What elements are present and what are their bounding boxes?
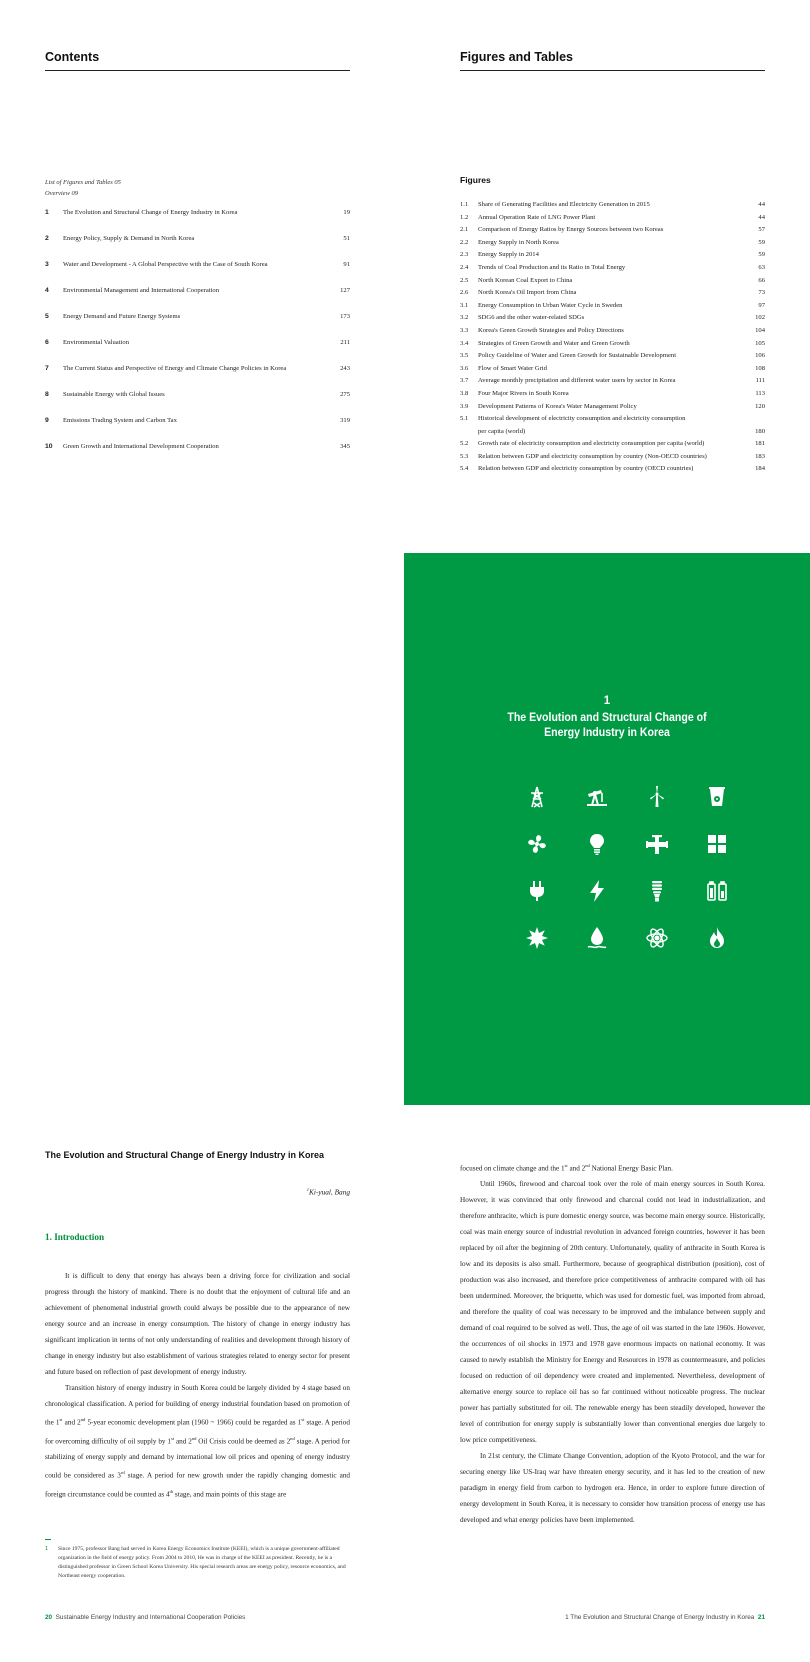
toc-item[interactable] bbox=[45, 417, 350, 443]
figure-list-item[interactable] bbox=[460, 275, 765, 288]
article-title: The Evolution and Structural Change of Energy Industry in Korea bbox=[45, 1150, 325, 1160]
figure-title: Historical development of electricity consumption and electricity consumption bbox=[478, 415, 686, 423]
right-body-text bbox=[460, 1158, 765, 1528]
figure-number: 3.2 bbox=[460, 314, 469, 322]
contents-page bbox=[45, 50, 350, 469]
figure-number: 2.1 bbox=[460, 226, 469, 234]
figure-list-item[interactable] bbox=[460, 287, 765, 300]
figure-page: 44 bbox=[758, 213, 765, 221]
figure-page: 120 bbox=[755, 402, 765, 410]
figure-page: 66 bbox=[758, 276, 765, 284]
figure-title: Development Patterns of Korea's Water Management Policy bbox=[478, 402, 637, 410]
toc-item-title: Water and Development - A Global Perspective with the Case of South Korea bbox=[63, 261, 268, 268]
toc-item-title: Environmental Management and International Cooperation bbox=[63, 287, 220, 294]
figure-list-item[interactable] bbox=[460, 363, 765, 376]
figure-number: 3.6 bbox=[460, 364, 469, 372]
toc-item-number: 4 bbox=[45, 287, 49, 294]
sun-icon bbox=[507, 914, 567, 961]
figure-number: 1.2 bbox=[460, 213, 469, 221]
toc-item-page: 319 bbox=[340, 417, 350, 424]
figure-page: 181 bbox=[755, 440, 765, 448]
figure-number: 2.4 bbox=[460, 263, 469, 271]
figure-list-item[interactable] bbox=[460, 388, 765, 401]
footnote-number: 1 bbox=[45, 1546, 49, 1552]
figure-list-item[interactable] bbox=[460, 237, 765, 250]
figure-title: Growth rate of electricity consumption and electricity consumption per capita (world) bbox=[478, 440, 705, 448]
toc-item[interactable] bbox=[45, 287, 350, 313]
nuclear-plant-icon bbox=[687, 773, 747, 820]
figure-page: 44 bbox=[758, 201, 765, 208]
figure-number: 3.7 bbox=[460, 377, 469, 385]
figure-list-item[interactable] bbox=[460, 249, 765, 262]
article-left-page bbox=[45, 1150, 350, 1502]
figure-title: Flow of Smart Water Grid bbox=[478, 364, 547, 372]
figure-title: Comparison of Energy Ratios by Energy Sources between two Koreas bbox=[478, 226, 664, 234]
figure-list-item[interactable] bbox=[460, 212, 765, 225]
toc-item-page: 19 bbox=[343, 209, 350, 216]
toc-item[interactable] bbox=[45, 261, 350, 287]
figure-page: 108 bbox=[755, 364, 765, 372]
figures-subheading: Figures bbox=[460, 175, 491, 185]
wind-turbine-icon bbox=[627, 773, 687, 820]
footer-right bbox=[565, 1614, 765, 1621]
toc-item[interactable] bbox=[45, 313, 350, 339]
chapter-title-line-1: The Evolution and Structural Change of bbox=[507, 712, 707, 724]
figure-number: 3.1 bbox=[460, 301, 469, 309]
footnote-text: Since 1975, professor Bang had served in Korea Energy Economics Institute (KEEI), which is a unique government-affiliated organization in the field of energy policy. From 2004 to 2010, He was in charge of the KEEI as president. Recently, he is a distinguished professor in Green School Korea University. His special research areas are energy policy, resource economics, and Northeast energy cooperation. bbox=[58, 1546, 346, 1579]
author-line bbox=[45, 1187, 350, 1196]
figure-page: 73 bbox=[758, 289, 765, 297]
figure-list bbox=[460, 199, 765, 476]
toc-item-page: 243 bbox=[340, 365, 350, 372]
toc-item-number: 6 bbox=[45, 339, 49, 346]
figures-tables-page bbox=[460, 50, 765, 476]
toc-item-number: 5 bbox=[45, 313, 49, 320]
figure-number: 3.4 bbox=[460, 339, 469, 347]
left-paragraph-2: Transition history of energy industry in South Korea could be largely divided by 4 stage based on chronological classification. A period for building of energy industrial foundation based on promotion of the 1st and 2nd 5-year economic development plan (1960 ~ 1966) could be regarded as 1st stage. A period for overcoming difficulty of oil supply by 1st and 2nd Oil Crisis could be deemed as 2nd stage. A period for stabilizing of energy supply and demand by international low oil prices and opening of energy industry could be considered as 3rd stage. A period for new growth under the rapidly changing domestic and foreign circumstance could be counted as 4th stage, and main points of this stage are bbox=[45, 1384, 351, 1498]
oil-pump-icon bbox=[567, 773, 627, 820]
gas-flame-icon bbox=[687, 914, 747, 961]
toc-item-title: The Current Status and Perspective of Energy and Climate Change Policies in Korea bbox=[63, 365, 287, 372]
pipe-valve-icon bbox=[627, 820, 687, 867]
toc-item-title: Emissions Trading System and Carbon Tax bbox=[63, 417, 177, 424]
water-drop-icon bbox=[567, 914, 627, 961]
light-bulb-icon bbox=[567, 820, 627, 867]
left-body-text bbox=[45, 1268, 350, 1502]
figure-title: Share of Generating Facilities and Electricity Generation in 2015 bbox=[478, 201, 650, 208]
toc-item-number: 3 bbox=[45, 261, 49, 268]
figure-number: 3.9 bbox=[460, 402, 469, 410]
toc-item[interactable] bbox=[45, 235, 350, 261]
toc-item-title: Energy Policy, Supply & Demand in North Korea bbox=[63, 235, 195, 242]
solar-panel-icon bbox=[687, 820, 747, 867]
toc-item-page: 345 bbox=[340, 443, 350, 450]
toc-item[interactable] bbox=[45, 443, 350, 469]
figure-list-item[interactable] bbox=[460, 224, 765, 237]
toc-item-number: 1 bbox=[45, 209, 49, 216]
transmission-tower-icon bbox=[507, 773, 567, 820]
figure-list-item[interactable] bbox=[460, 199, 765, 212]
right-paragraph-2: Until 1960s, firewood and charcoal took over the role of main energy sources in South Korea. However, it was convinced that only firewood and charcoal could not lead in industrialization, and therefore anthracite, which is pure domestic energy source, was become main energy source. Historically, coal was main energy source of industrial revolution in advanced foreign countries, however it has been replaced by oil after the beginning of 20th century. Unfortunately, quality of anthracite in South Korea is low and its deposits is also small. Furthermore, because of geographical distribution (position), cost of production was also increased, and therefore price competitiveness of anthracite compared with oil has been undermined. Moreover, the briquette, which was used for domestic fuel, was imported from abroad, and therefore the quality of coal was necessary to be improved and the imbalance between supply and demand of coal required to be solved as well. Thus, the age of oil was started in the late 1960s. However, the occurrences of oil shocks in 1973 and 1978 gave enormous impacts on national economy. It was caused to newly establish the Ministry for Energy and Resources in 1978 as countermeasure, and policies focused on reduction of oil dependency were created and implemented. Nevertheless, development of alternative energy source to replace oil has so far continued without noticeable progress. The nuclear power has partially substituted for oil. The renewable energy has been steadily developed, however the level of contribution for energy supply is substantially lower than conventional energies due largely to low price competitiveness. bbox=[460, 1180, 765, 1445]
figure-list-item[interactable] bbox=[460, 463, 765, 476]
toc-item-title: The Evolution and Structural Change of Energy Industry in Korea bbox=[63, 209, 238, 216]
section-heading-introduction: 1. Introduction bbox=[45, 1232, 105, 1243]
figure-title: North Korean Coal Export to China bbox=[478, 276, 573, 284]
figure-page: 105 bbox=[755, 339, 765, 347]
figure-title: Relation between GDP and electricity consumption by country (OECD countries) bbox=[478, 465, 694, 473]
battery-icon bbox=[687, 867, 747, 914]
figure-page: 57 bbox=[758, 226, 765, 234]
figure-page: 59 bbox=[758, 251, 765, 259]
toc-preamble bbox=[45, 177, 350, 199]
chapter-title bbox=[420, 711, 794, 741]
toc-overview[interactable]: Overview 09 bbox=[45, 190, 79, 197]
figure-title: Energy Consumption in Urban Water Cycle in Sweden bbox=[478, 301, 623, 309]
energy-icon-grid bbox=[507, 773, 747, 961]
figure-page: 97 bbox=[758, 301, 765, 309]
figure-number: 3.8 bbox=[460, 389, 469, 397]
toc-item-title: Environmental Valuation bbox=[63, 339, 129, 346]
toc-item-page: 211 bbox=[340, 339, 350, 346]
figures-heading: Figures and Tables bbox=[460, 50, 765, 71]
toc-item[interactable] bbox=[45, 339, 350, 365]
figure-number: 5.2 bbox=[460, 440, 469, 448]
figure-title: Energy Supply in 2014 bbox=[478, 251, 539, 259]
figure-number: 3.3 bbox=[460, 326, 469, 334]
toc-item-page: 127 bbox=[340, 287, 350, 294]
figure-page: 184 bbox=[755, 465, 765, 473]
figure-list-item[interactable] bbox=[460, 426, 765, 439]
figure-title: Trends of Coal Production and its Ratio in Total Energy bbox=[478, 263, 626, 271]
toc-item-page: 275 bbox=[340, 391, 350, 398]
figure-page: 106 bbox=[755, 352, 765, 360]
chapter-cover-page bbox=[404, 553, 810, 1105]
contents-heading: Contents bbox=[45, 50, 350, 71]
figure-list-item[interactable] bbox=[460, 338, 765, 351]
toc-item-page: 51 bbox=[343, 235, 350, 242]
figure-page: 113 bbox=[755, 389, 765, 397]
page-number-left: 20 bbox=[45, 1614, 53, 1621]
toc-item-number: 2 bbox=[45, 235, 49, 242]
toc-item[interactable] bbox=[45, 365, 350, 391]
figure-number: 5.4 bbox=[460, 465, 469, 473]
article-right-page bbox=[460, 1158, 765, 1528]
figure-list-item[interactable] bbox=[460, 451, 765, 464]
footnote bbox=[45, 1545, 350, 1581]
toc-item-title: Sustainable Energy with Global Issues bbox=[63, 391, 165, 398]
toc-item-title: Energy Demand and Future Energy Systems bbox=[63, 313, 181, 320]
figure-title: Annual Operation Rate of LNG Power Plant bbox=[478, 213, 596, 221]
running-head-left: Sustainable Energy Industry and International Cooperation Policies bbox=[55, 1614, 246, 1621]
figure-number: 5.1 bbox=[460, 415, 469, 423]
figure-page: 111 bbox=[755, 377, 765, 385]
figure-number: 2.5 bbox=[460, 276, 469, 284]
toc-item-page: 91 bbox=[343, 261, 350, 268]
figure-number: 5.3 bbox=[460, 452, 469, 460]
energy-saving-bulb-icon bbox=[627, 867, 687, 914]
figure-title: Korea's Green Growth Strategies and Policy Directions bbox=[478, 326, 624, 334]
right-paragraph-3: In 21st century, the Climate Change Convention, adoption of the Kyoto Protocol, and the war for securing energy like US-Iraq war have threaten energy security, and it has led to the creation of new paradigm in energy field from carbon to hydrogen era. Hence, in order to explore future direction of energy development in South Korea, it is necessary to consider how transition process of energy use has developed and what energy policies have been implemented. bbox=[460, 1452, 765, 1525]
toc-list-of-figures[interactable]: List of Figures and Tables 05 bbox=[45, 179, 121, 186]
electric-plug-icon bbox=[507, 867, 567, 914]
right-paragraph-1: focused on climate change and the 1st and 2nd National Energy Basic Plan. bbox=[460, 1163, 673, 1173]
figure-page: 183 bbox=[755, 452, 765, 460]
figure-title: Policy Guideline of Water and Green Growth for Sustainable Development bbox=[478, 352, 677, 360]
figure-list-item[interactable] bbox=[460, 401, 765, 414]
figure-list-item[interactable] bbox=[460, 375, 765, 388]
footer-left bbox=[45, 1614, 245, 1621]
figure-number: 2.6 bbox=[460, 289, 469, 297]
figure-title: SDG6 and the other water-related SDGs bbox=[478, 314, 585, 322]
figure-page: 59 bbox=[758, 238, 765, 246]
toc-item-number: 8 bbox=[45, 391, 49, 398]
toc-item-page: 173 bbox=[340, 313, 350, 320]
author-name: Ki-yual, Bang bbox=[309, 1187, 350, 1197]
left-paragraph-1: It is difficult to deny that energy has always been a driving force for civilization and social progress through the history of mankind. There is no doubt that the enjoyment of cultural life and an achievement of phenomenal industrial growth could always be possible due to the appearance of new energy source and an increase in energy consumption. The history of change in energy industry has significant implication in terms of not only understanding of realities and development through history of change in energy industry but also establishment of various strategies related to energy sector for present and future based on reflection of past development of energy industry. bbox=[45, 1272, 350, 1377]
figure-list-item[interactable] bbox=[460, 312, 765, 325]
figure-title: Energy Supply in North Korea bbox=[478, 238, 559, 246]
toc-item-number: 10 bbox=[45, 443, 53, 450]
figure-page: 63 bbox=[758, 263, 765, 271]
atom-icon bbox=[627, 914, 687, 961]
figure-title: Relation between GDP and electricity consumption by country (Non-OECD countries) bbox=[478, 452, 707, 460]
figure-title: per capita (world) bbox=[478, 427, 526, 435]
figure-number: 2.3 bbox=[460, 251, 469, 259]
page-number-right: 21 bbox=[757, 1614, 765, 1621]
figure-page: 104 bbox=[755, 326, 765, 334]
toc-item-number: 9 bbox=[45, 417, 49, 424]
lightning-bolt-icon bbox=[567, 867, 627, 914]
toc-item[interactable] bbox=[45, 209, 350, 235]
figure-number: 3.5 bbox=[460, 352, 469, 360]
figure-title: Average monthly precipitation and different water users by sector in Korea bbox=[478, 377, 676, 385]
figure-number: 1.1 bbox=[460, 201, 469, 208]
footnote-rule bbox=[45, 1539, 51, 1540]
figure-page: 102 bbox=[755, 314, 765, 322]
figure-list-item[interactable] bbox=[460, 413, 765, 426]
figure-list-item[interactable] bbox=[460, 262, 765, 275]
toc-item-number: 7 bbox=[45, 365, 49, 372]
figure-title: Four Major Rivers in South Korea bbox=[478, 389, 569, 397]
figure-title: North Korea's Oil Import from China bbox=[478, 289, 577, 297]
toc-item[interactable] bbox=[45, 391, 350, 417]
figure-list-item[interactable] bbox=[460, 325, 765, 338]
running-head-right: 1 The Evolution and Structural Change of Energy Industry in Korea bbox=[565, 1614, 755, 1621]
toc-chapter-list bbox=[45, 209, 350, 469]
fan-icon bbox=[507, 820, 567, 867]
figure-title: Strategies of Green Growth and Water and Green Growth bbox=[478, 339, 630, 347]
figure-page: 180 bbox=[755, 427, 765, 435]
chapter-number: 1 bbox=[603, 695, 611, 707]
author-footnote-mark: 1 bbox=[306, 1187, 310, 1192]
figure-list-item[interactable] bbox=[460, 300, 765, 313]
chapter-title-line-2: Energy Industry in Korea bbox=[544, 727, 670, 739]
toc-item-title: Green Growth and International Development Cooperation bbox=[63, 443, 219, 450]
figure-list-item[interactable] bbox=[460, 350, 765, 363]
figure-number: 2.2 bbox=[460, 238, 469, 246]
figure-list-item[interactable] bbox=[460, 438, 765, 451]
